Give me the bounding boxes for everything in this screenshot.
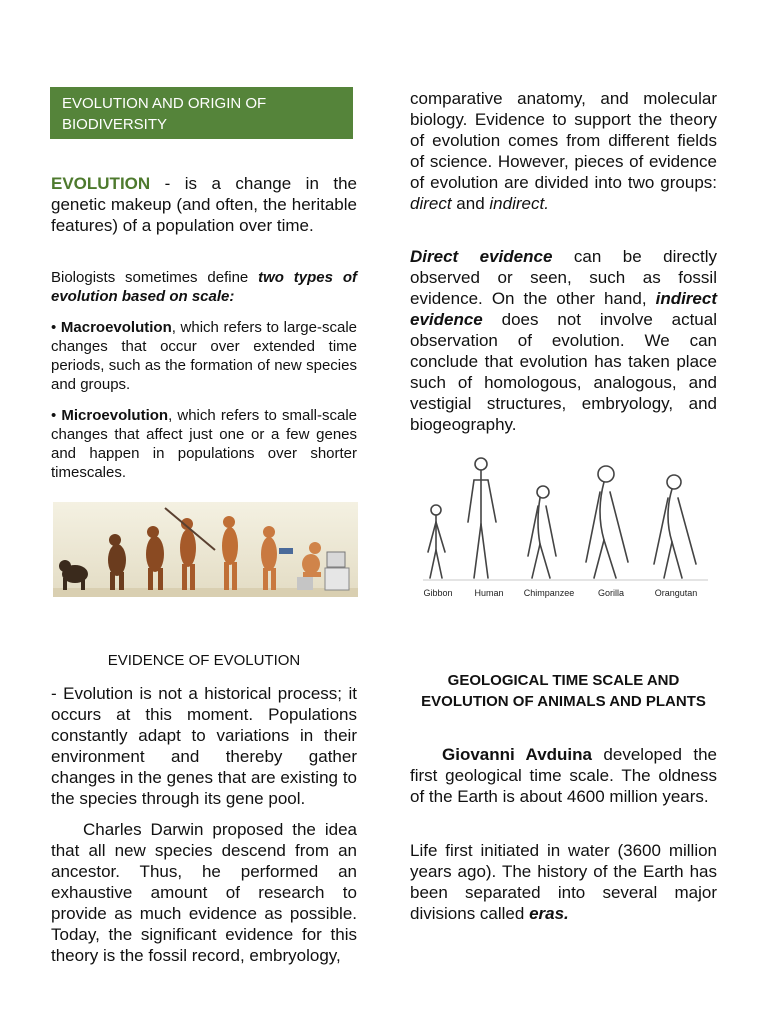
skeleton-label-chimpanzee: Chimpanzee <box>523 588 575 598</box>
skeleton-label-gorilla: Gorilla <box>597 588 625 598</box>
geological-paragraph-2 <box>410 840 717 924</box>
indirect-evidence-text: does not involve actual observation of evolution. We can conclude that evolution has taken place such of homologous, analogous, and vestigial structures, embryology, and biogeography. <box>410 310 717 434</box>
skeleton-label-gibbon: Gibbon <box>423 588 453 598</box>
microevolution-term: Microevolution <box>61 407 169 424</box>
evidence-paragraph-2: Charles Darwin proposed the idea that all new species descend from an ancestor. Thus, he performed an exhaustive amount of research to provide as much evidence as possible. Today, the significant evidence for this theory is the fossil record, embryology, <box>51 820 357 965</box>
macroevolution-item <box>51 318 357 394</box>
evolution-definition-text: - is a change in the genetic makeup (and often, the heritable features) of a population over time. <box>51 174 357 235</box>
direct-word: direct <box>410 194 452 213</box>
section-banner <box>50 87 353 139</box>
primate-skeletons-illustration <box>418 452 713 604</box>
evidence-continued <box>410 88 717 214</box>
macroevolution-text: , which refers to large-scale changes that occur over extended time periods, such as the formation of new species and groups. <box>51 319 358 393</box>
direct-evidence-text: can be directly observed or seen, such as fossil evidence. On the other hand, <box>410 247 717 308</box>
types-intro-emphasis: two types of evolution based on scale: <box>51 269 357 305</box>
indirect-evidence-term: indirect evidence <box>410 289 717 329</box>
geological-heading: GEOLOGICAL TIME SCALE AND EVOLUTION OF ANIMALS AND PLANTS <box>421 672 706 710</box>
types-intro-text: Biologists sometimes define <box>51 269 259 286</box>
microevolution-text: , which refers to small-scale changes that affect just one or a few genes and happen in populations over shorter timescales. <box>51 407 357 481</box>
types-intro <box>51 268 357 306</box>
banner-line-1: EVOLUTION AND ORIGIN OF <box>62 95 267 112</box>
bullet: • <box>51 319 61 336</box>
evolution-definition <box>51 173 357 236</box>
march-of-progress-illustration <box>53 502 358 597</box>
geological-paragraph-1 <box>410 744 717 807</box>
evidence-paragraph-1: - Evolution is not a historical process; it occurs at this moment. Populations constantly adapt to variations in their environment and thereby gather changes in the genes that are existing to the species through its gene pool. <box>51 684 357 808</box>
direct-evidence-term: Direct evidence <box>410 247 553 266</box>
microevolution-item <box>51 406 357 482</box>
evolution-term: EVOLUTION <box>51 174 151 193</box>
and-word: and <box>451 194 490 213</box>
banner-line-2: BIODIVERSITY <box>62 116 168 133</box>
evidence-heading: EVIDENCE OF EVOLUTION <box>107 652 301 669</box>
macroevolution-term: Macroevolution <box>60 319 172 336</box>
skeleton-label-human: Human <box>474 588 504 598</box>
geological-paragraph-2-text: Life first initiated in water (3600 million years ago). The history of the Earth has been separated into several major divisions called <box>410 841 717 923</box>
evidence-continued-text: comparative anatomy, and molecular biology. Evidence to support the theory of evolution comes from different fields of science. However, pieces of evidence of evolution are divided into two groups: <box>410 89 717 192</box>
indirect-word: indirect. <box>489 194 549 213</box>
skeleton-label-orangutan: Orangutan <box>654 588 698 598</box>
geological-paragraph-1-text: developed the first geological time scale. The oldness of the Earth is about 4600 million years. <box>410 745 717 806</box>
eras-term: eras. <box>529 904 569 923</box>
direct-evidence-paragraph <box>410 246 717 435</box>
bullet: • <box>51 407 62 424</box>
giovanni-avduina-name: Giovanni Avduina <box>442 745 592 764</box>
